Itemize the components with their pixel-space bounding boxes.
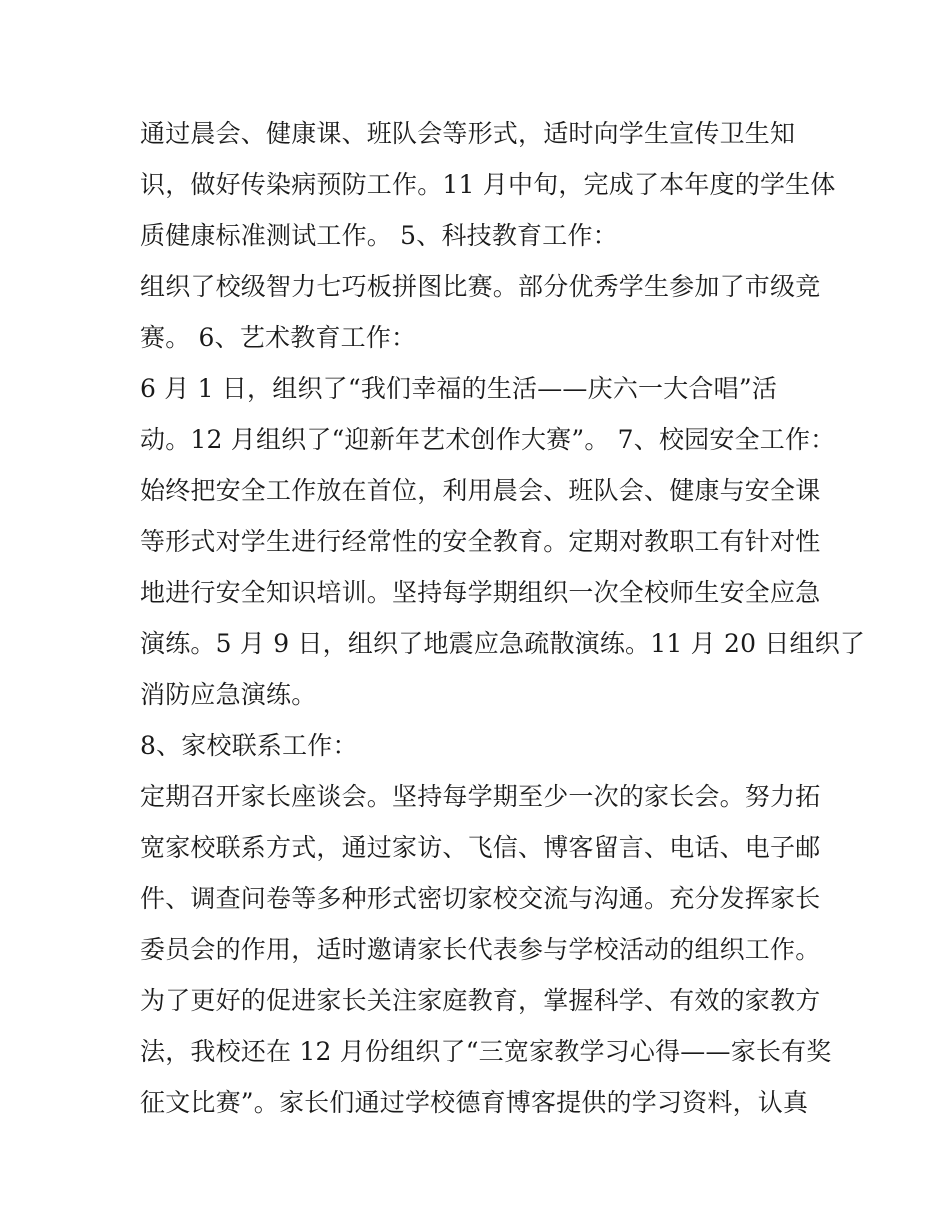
text-line: 8、家校联系工作： [140, 731, 358, 760]
text-line: 件、调查问卷等多种形式密切家校交流与沟通。充分发挥家长 [140, 884, 821, 913]
text-line: 消防应急演练。 [140, 680, 317, 709]
text-line: 动。12 月组织了“迎新年艺术创作大赛”。 7、校园安全工作： [140, 425, 836, 454]
text-line: 通过晨会、健康课、班队会等形式，适时向学生宣传卫生知 [140, 119, 796, 148]
text-line: 法，我校还在 12 月份组织了“三宽家教学习心得——家长有奖 [140, 1037, 832, 1066]
text-line: 质健康标准测试工作。 5、科技教育工作： [140, 221, 618, 250]
text-line: 等形式对学生进行经常性的安全教育。定期对教职工有针对性 [140, 527, 821, 556]
text-line: 定期召开家长座谈会。坚持每学期至少一次的家长会。努力拓 [140, 782, 821, 811]
document-body [140, 108, 866, 1128]
text-line: 演练。5 月 9 日，组织了地震应急疏散演练。11 月 20 日组织了 [140, 629, 866, 658]
text-line: 征文比赛”。家长们通过学校德育博客提供的学习资料，认真 [140, 1088, 809, 1117]
text-line: 为了更好的促进家长关注家庭教育，掌握科学、有效的家教方 [140, 986, 821, 1015]
text-line: 宽家校联系方式，通过家访、飞信、博客留言、电话、电子邮 [140, 833, 821, 862]
text-line: 委员会的作用，适时邀请家长代表参与学校活动的组织工作。 [140, 935, 821, 964]
text-line: 6 月 1 日，组织了“我们幸福的生活——庆六一大合唱”活 [140, 374, 778, 403]
text-line: 始终把安全工作放在首位，利用晨会、班队会、健康与安全课 [140, 476, 821, 505]
text-line: 地进行安全知识培训。坚持每学期组织一次全校师生安全应急 [140, 578, 821, 607]
text-line: 赛。 6、艺术教育工作： [140, 323, 417, 352]
text-line: 组织了校级智力七巧板拼图比赛。部分优秀学生参加了市级竞 [140, 272, 821, 301]
text-line: 识，做好传染病预防工作。11 月中旬，完成了本年度的学生体 [140, 170, 836, 199]
